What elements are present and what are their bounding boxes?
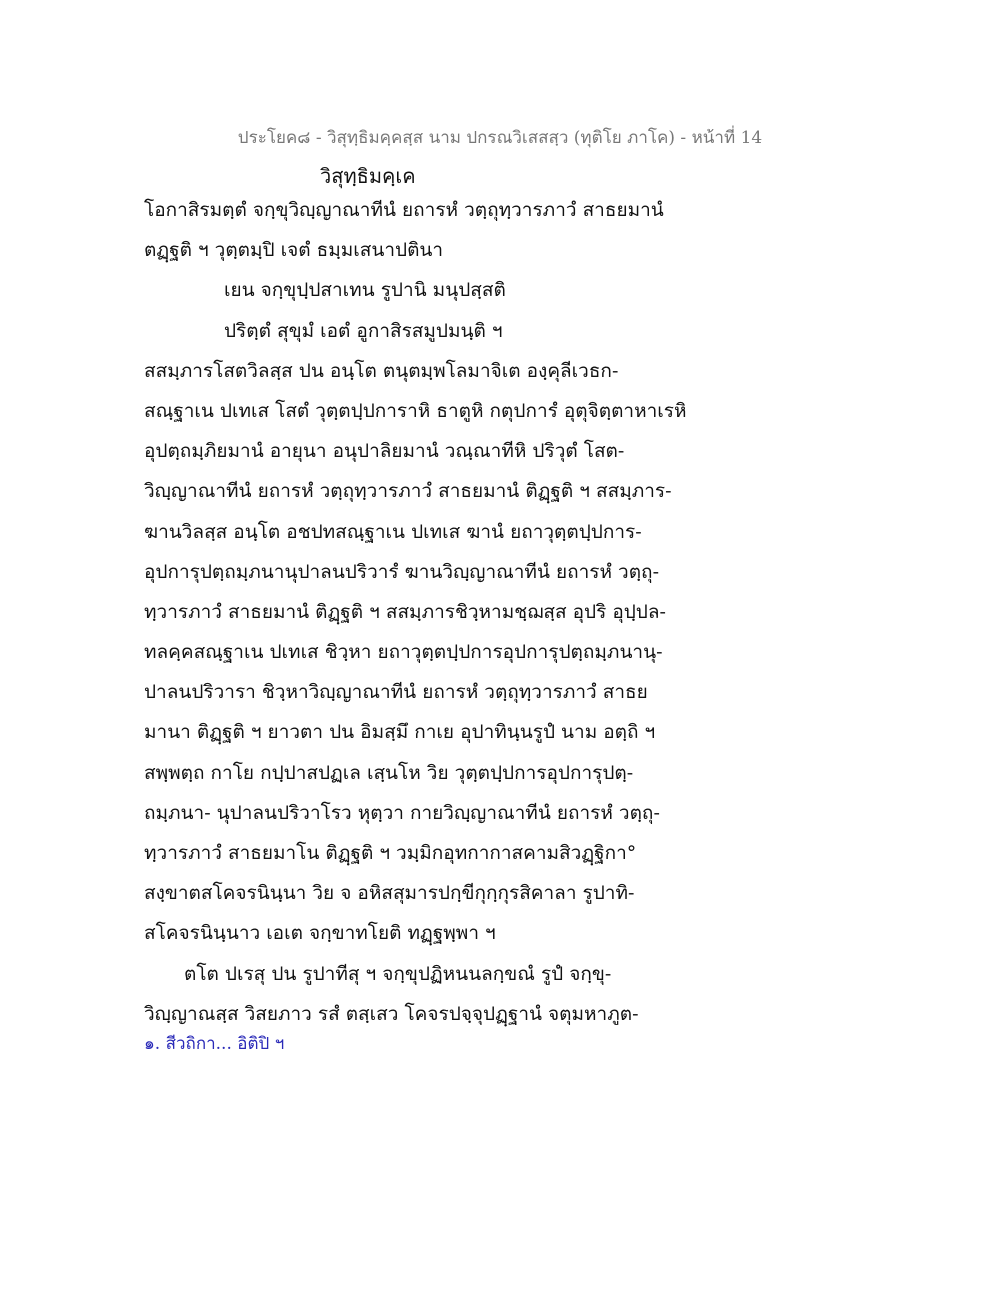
text-line: ถมฺภนา- นุปาลนปริวาโรว หุตฺวา กายวิญฺญาณาทีนํ ยถารหํ วตฺถุ- <box>144 801 660 824</box>
text-line: สโคจรนินฺนาว เอเต จกฺขาทโยติ ทฏฺฐพฺพา ฯ <box>144 922 496 945</box>
text-line: อุปการุปตฺถมฺภนานุปาลนปริวารํ ฆานวิญฺญาณาทีนํ ยถารหํ วตฺถุ- <box>144 560 659 583</box>
text-line: ตฏฺฐติ ฯ วุตฺตมฺปิ เจตํ ธมฺมเสนาปตินา <box>144 239 444 262</box>
paragraph-start-line: ตโต ปเรสุ ปน รูปาทีสุ ฯ จกฺขุปฏิหนนลกฺขณํ รูปํ จกฺขุ- <box>184 962 612 985</box>
verse-line: ปริตฺตํ สุขุมํ เอตํ อูกาสิรสมูปมนฺติ ฯ <box>224 319 503 342</box>
text-line: ปาลนปริวารา ชิวฺหาวิญฺญาณาทีนํ ยถารหํ วตฺถุทฺวารภาวํ สาธย <box>144 681 648 704</box>
body-text <box>144 190 856 1034</box>
text-line: สงฺขาตสโคจรนินฺนา วิย จ อหิสสุมารปกฺขีกุกฺกุรสิคาลา รูปาทิ- <box>144 882 635 905</box>
verse-line: เยน จกฺขุปฺปสาเทน รูปานิ มนุปสฺสติ <box>224 279 506 302</box>
text-line: สสมฺภารโสตวิลสฺส ปน อนฺโต ตนุตมฺพโลมาจิเต องฺคุลีเวธก- <box>144 359 619 382</box>
text-line: โอกาสิรมตฺตํ จกฺขุวิญฺญาณาทีนํ ยถารหํ วตฺถุทฺวารภาวํ สาธยมานํ <box>144 199 664 221</box>
text-line: สพฺพตฺถ กาโย กปฺปาสปฏเล เสฺนโห วิย วุตฺตปฺปการอุปการุปตฺ- <box>144 761 634 784</box>
footnote: ๑. สีวถิกา... อิติปิ ฯ <box>144 1034 285 1054</box>
text-line: มานา ติฏฺฐติ ฯ ยาวตา ปน อิมสฺมึ กาเย อุปาทินฺนรูปํ นาม อตฺถิ ฯ <box>144 721 656 744</box>
text-line: ทลคฺคสณฺฐาเน ปเทเส ชิวฺหา ยถาวุตฺตปฺปการอุปการุปตฺถมฺภนานุ- <box>144 641 663 664</box>
text-line: วิญฺญาณาทีนํ ยถารหํ วตฺถุทฺวารภาวํ สาธยมานํ ติฏฺฐติ ฯ สสมฺภาร- <box>144 480 672 503</box>
text-line: ทฺวารภาวํ สาธยมาโน ติฏฺฐติ ฯ วมฺมิกอุทกากาสคามสิวฏฺฐิกา° <box>144 842 637 864</box>
section-title: วิสุทฺธิมคฺเค <box>320 164 416 188</box>
running-header: ประโยค๘ - วิสุทฺธิมคฺคสฺส นาม ปกรณวิเสสสฺว (ทุติโย ภาโค) - หน้าที่ 14 <box>237 128 763 148</box>
text-line: ฆานวิลสฺส อนฺโต อชปทสณฺฐาเน ปเทเส ฆานํ ยถาวุตฺตปฺปการ- <box>144 520 642 543</box>
text-line: อุปตฺถมฺภิยมานํ อายุนา อนุปาลิยมานํ วณฺณาทีหิ ปริวุตํ โสต- <box>144 440 625 463</box>
text-line: สณฺฐาเน ปเทเส โสตํ วุตฺตปฺปการาหิ ธาตูหิ กตุปการํ อุตุจิตฺตาหาเรหิ <box>144 399 687 422</box>
text-line: วิญฺญาณสฺส วิสยภาว รสํ ตสฺเสว โคจรปจฺจุปฏฺฐานํ จตุมหาภูต- <box>144 1002 639 1025</box>
text-line: ทฺวารภาวํ สาธยมานํ ติฏฺฐติ ฯ สสมฺภารชิวฺหามชฺฌสฺส อุปริ อุปฺปล- <box>144 600 666 623</box>
